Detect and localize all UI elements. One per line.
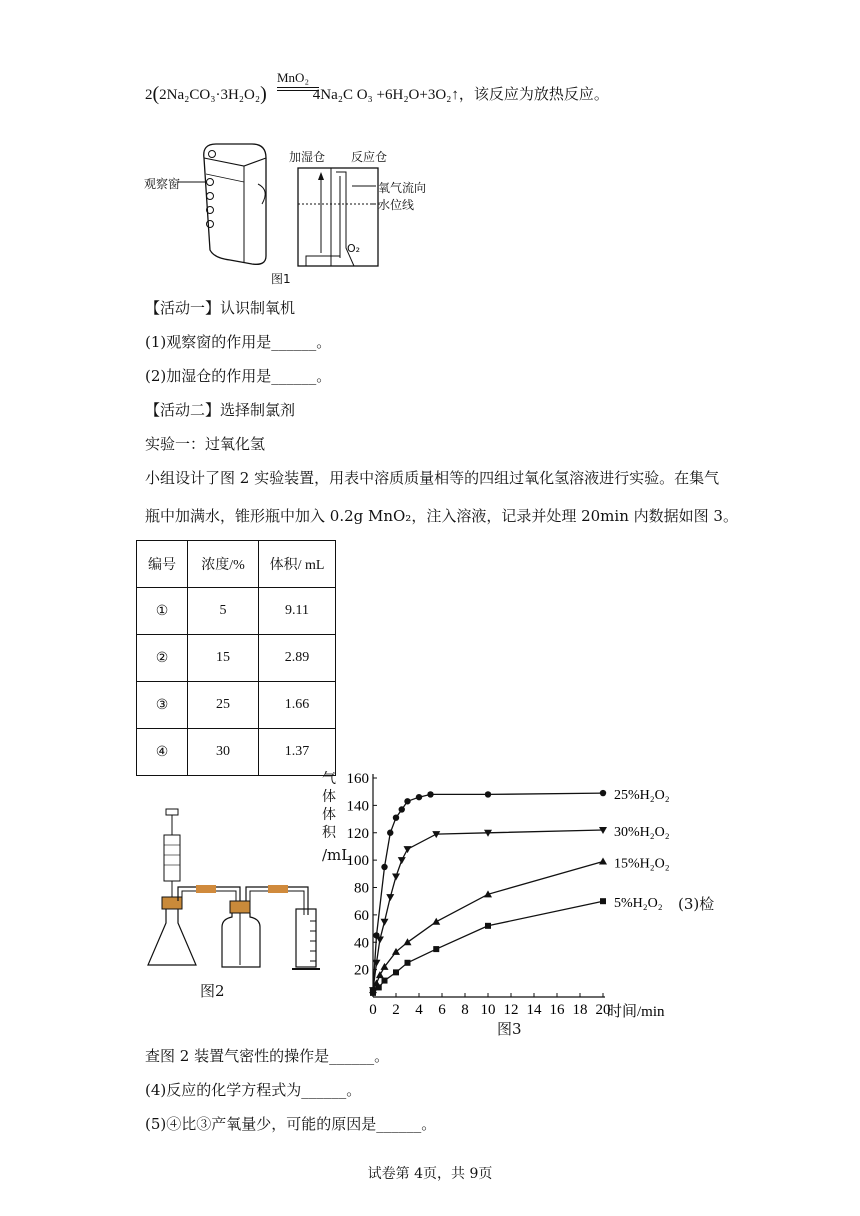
data-point: [405, 960, 411, 966]
data-point: [393, 969, 399, 975]
label-water-line: 水位线: [378, 198, 415, 212]
figure2-apparatus: [140, 805, 340, 975]
data-point: [600, 790, 606, 796]
data-point: [432, 918, 440, 925]
x-tick-label: 4: [415, 1002, 423, 1018]
table-row: [137, 588, 336, 635]
series-label: 15%H₂O₂: [614, 856, 670, 872]
data-point: [386, 894, 394, 901]
label-oxygen-flow: 氧气流向: [378, 181, 427, 195]
page-footer: 试卷第 4页，共 9页: [367, 1166, 493, 1182]
x-tick-label: 8: [461, 1002, 469, 1018]
table-cell: 1.37: [259, 729, 336, 776]
table-cell: 2.89: [259, 635, 336, 682]
data-point: [392, 874, 400, 881]
question-3-suffix: (3)检: [678, 895, 715, 913]
series-line: [373, 830, 603, 990]
data-point: [404, 846, 412, 853]
y-tick-label: 160: [346, 771, 369, 787]
figure1-caption: 图1: [271, 272, 291, 286]
activity2-heading: 【活动二】选择制氯剂: [145, 401, 296, 419]
question-1: (1)观察窗的作用是______。: [145, 333, 332, 351]
table-cell: ④: [137, 729, 188, 776]
equation-catalyst: MnO₂: [277, 70, 309, 85]
paragraph-line-2: 瓶中加满水，锥形瓶中加入 0.2g MnO₂，注入溶液，记录并处理 20min 内数据如图 3。: [145, 507, 738, 525]
x-tick-label: 12: [503, 1002, 519, 1018]
table-cell: ②: [137, 635, 188, 682]
data-point: [427, 791, 433, 797]
label-o2: O₂: [347, 242, 361, 255]
x-tick-label: 2: [392, 1002, 400, 1018]
table-cell: 5: [188, 588, 259, 635]
figure3-chart: [340, 770, 720, 1030]
table-header: 体积/ mL: [259, 541, 336, 588]
series-label: 25%H₂O₂: [614, 788, 670, 804]
x-tick-label: 20: [595, 1002, 611, 1018]
y-tick-label: 120: [346, 825, 369, 842]
data-point: [485, 923, 491, 929]
series-line: [373, 901, 603, 993]
y-tick-label: 80: [354, 880, 369, 897]
question-2: (2)加湿仓的作用是______。: [145, 367, 332, 385]
data-point: [399, 806, 405, 812]
table-cell: 9.11: [259, 588, 336, 635]
reaction-equation: 2(2Na₂CO₃·3H₂O₂) 4Na₂C O₃ +6H₂O+3O₂↑，该反应为放热反应。 MnO₂: [145, 70, 609, 105]
x-tick-label: 6: [438, 1002, 446, 1018]
table-header: 浓度/%: [188, 541, 259, 588]
table-cell: 25: [188, 682, 259, 729]
data-point: [485, 791, 491, 797]
data-point: [416, 794, 422, 800]
series-label: 30%H₂O₂: [614, 825, 670, 841]
figure3-caption: 图3: [497, 1020, 522, 1038]
y-tick-label: 40: [354, 935, 369, 952]
equation-arrow: [277, 87, 319, 91]
data-point: [404, 938, 412, 945]
y-tick-label: 60: [354, 907, 369, 924]
chart-ylabel-unit: /mL: [322, 846, 352, 864]
figure2-caption: 图2: [200, 982, 225, 1000]
question-4: (4)反应的化学方程式为______。: [145, 1081, 362, 1099]
x-axis-label: 时间/min: [607, 1004, 665, 1020]
question-3: 查图 2 装置气密性的操作是______。: [145, 1047, 390, 1065]
data-point: [398, 857, 406, 864]
equation-tail: ，该反应为放热反应。: [458, 87, 609, 103]
table-cell: 1.66: [259, 682, 336, 729]
data-point: [599, 857, 607, 864]
data-point: [376, 937, 384, 944]
concentration-table: [136, 540, 336, 776]
chart-ylabel-chars: 气 体 体 积: [322, 771, 336, 841]
x-tick-label: 18: [572, 1002, 588, 1018]
data-point: [381, 919, 389, 926]
x-tick-label: 16: [549, 1002, 565, 1018]
data-point: [376, 971, 384, 978]
data-point: [381, 864, 387, 870]
x-tick-label: 0: [369, 1002, 377, 1018]
question-5: (5)④比③产氧量少，可能的原因是______。: [145, 1115, 437, 1133]
table-row: [137, 729, 336, 776]
data-point: [372, 960, 380, 967]
table-cell: ③: [137, 682, 188, 729]
label-humidifier: 加湿仓: [289, 150, 326, 164]
table-cell: 30: [188, 729, 259, 776]
data-point: [600, 898, 606, 904]
series-label: 5%H₂O₂: [614, 896, 663, 912]
data-point: [376, 984, 382, 990]
table-row: [137, 682, 336, 729]
x-tick-label: 14: [526, 1002, 542, 1018]
table-header-row: [137, 541, 336, 588]
y-tick-label: 20: [354, 962, 369, 979]
table-header: 编号: [137, 541, 188, 588]
equation-lead: 2: [145, 87, 153, 103]
data-point: [433, 946, 439, 952]
table-cell: ①: [137, 588, 188, 635]
table-cell: 15: [188, 635, 259, 682]
experiment1-title: 实验一：过氧化氢: [145, 435, 266, 453]
data-point: [370, 990, 376, 996]
paragraph-line-1: 小组设计了图 2 实验装置，用表中溶质质量相等的四组过氧化氢溶液进行实验。在集气: [145, 469, 720, 487]
data-point: [404, 798, 410, 804]
data-point: [382, 978, 388, 984]
equation-products: 4Na₂C O₃ +6H₂O+3O₂↑: [312, 87, 459, 103]
data-point: [393, 814, 399, 820]
table-row: [137, 635, 336, 682]
label-reaction-chamber: 反应仓: [351, 150, 388, 164]
activity1-heading: 【活动一】认识制氧机: [145, 299, 296, 317]
label-observation-window: 观察窗: [144, 177, 181, 191]
x-tick-label: 10: [480, 1002, 496, 1018]
data-point: [387, 830, 393, 836]
y-tick-label: 140: [346, 798, 369, 815]
y-tick-label: 100: [346, 853, 369, 870]
equation-reactant: 2Na₂CO₃·3H₂O₂: [159, 87, 261, 103]
